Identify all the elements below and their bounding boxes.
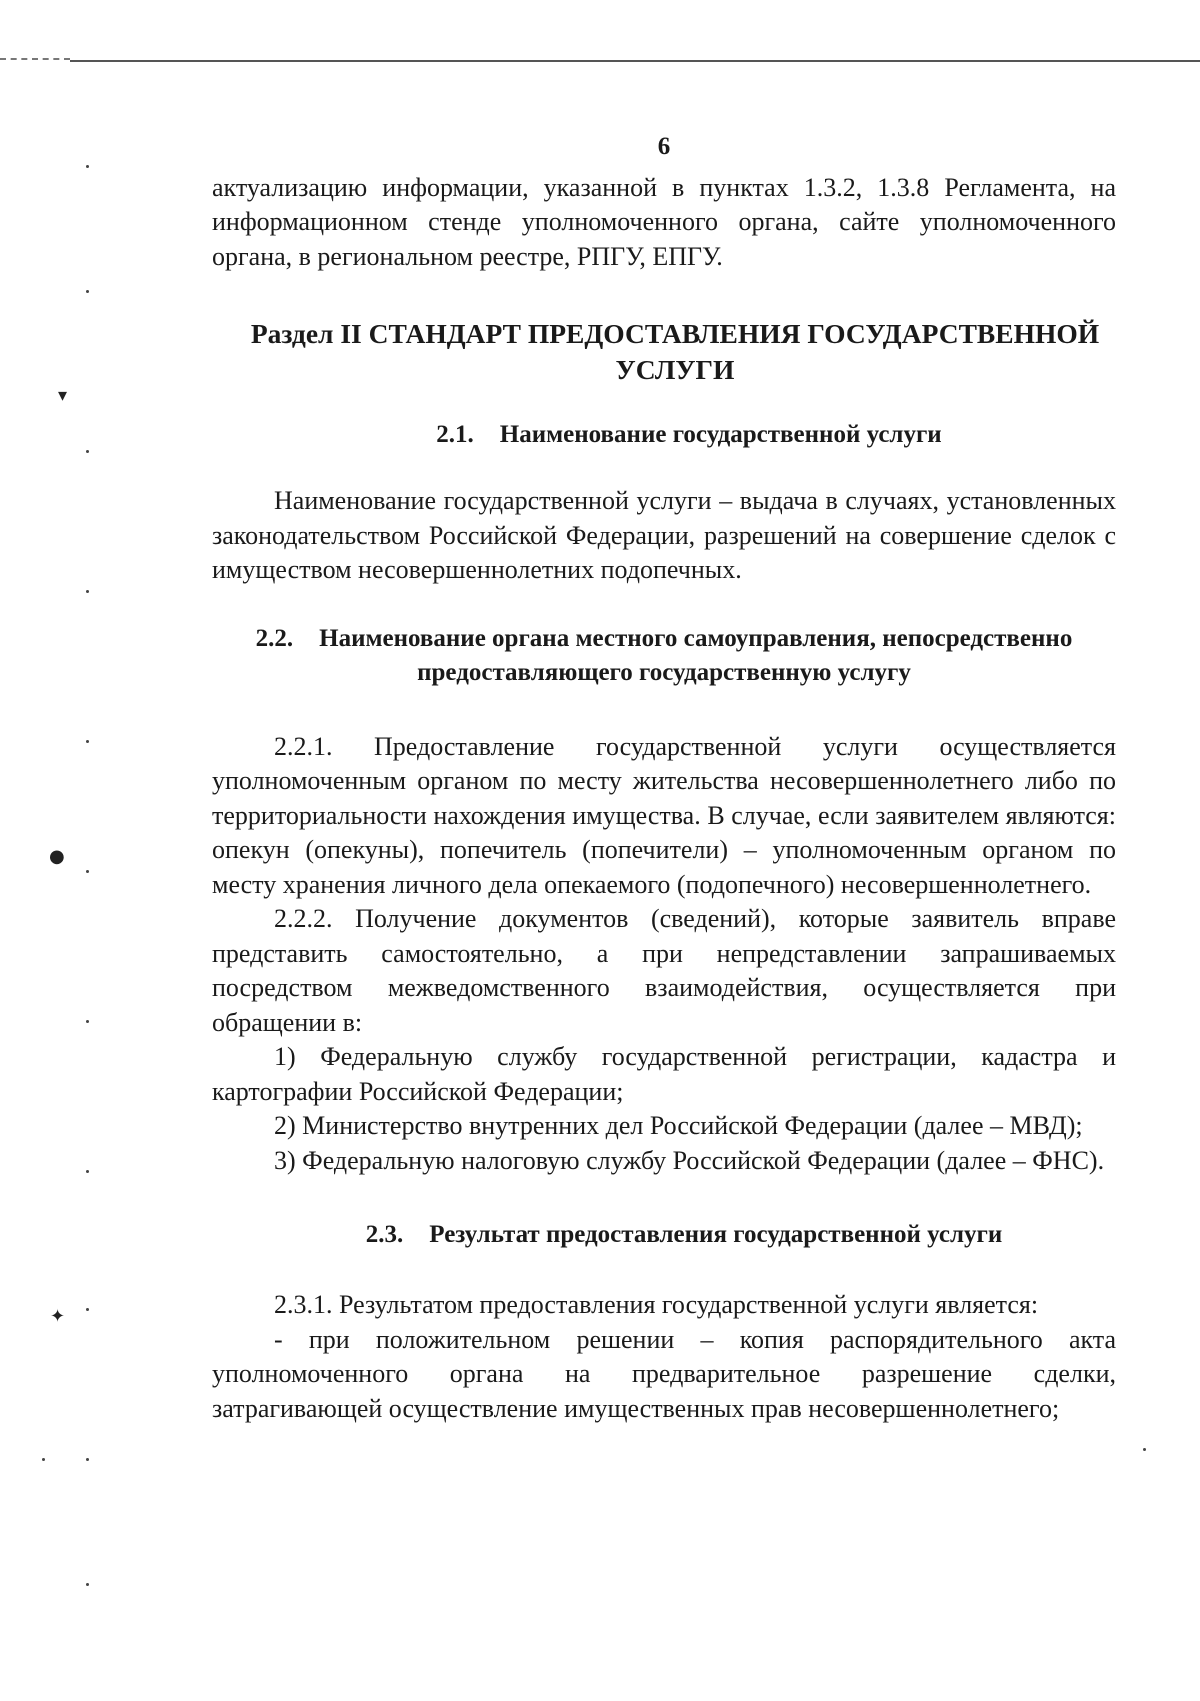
scan-speck [86, 1308, 89, 1311]
scan-blot: ✦ [50, 1306, 66, 1327]
scan-top-border [70, 60, 1200, 62]
subsection-title-line1 [212, 622, 1116, 656]
subsection-2-1-heading [212, 418, 1116, 452]
scan-blot: ▾ [58, 385, 68, 406]
subsection-2-2-heading [212, 622, 1116, 690]
result-bullet-1: - при положительном решении – копия распорядительного акта уполномоченного органа на предварительное разрешение сделки, затрагивающей осуществление имущественных прав несовершеннолетнего; [212, 1324, 1116, 1423]
subsection-title: Результат предоставления государственной услуги [429, 1221, 1003, 1248]
section-title [212, 316, 1116, 388]
section-title-line1: Раздел II СТАНДАРТ ПРЕДОСТАВЛЕНИЯ ГОСУДАРСТВЕННОЙ [250, 318, 1100, 349]
section-title-line2: УСЛУГИ [615, 354, 735, 385]
list-item-3: 3) Федеральную налоговую службу Российской Федерации (далее – ФНС). [274, 1145, 1105, 1175]
scan-speck [86, 165, 89, 168]
scan-speck [86, 1458, 89, 1461]
scan-speck [86, 1020, 89, 1023]
scan-speck [86, 450, 89, 453]
intro-paragraph: актуализацию информации, указанной в пунктах 1.3.2, 1.3.8 Регламента, на информационном стенде уполномоченного органа, сайте уполномоченного органа, в региональном реестре, РПГУ, ЕПГУ. [212, 172, 1116, 271]
list-item-2: 2) Министерство внутренних дел Российской Федерации (далее – МВД); [274, 1111, 1083, 1140]
subsection-2-3-heading [212, 1218, 1116, 1252]
scan-speck [86, 740, 89, 743]
document-page [212, 130, 1116, 1426]
scan-edge-dashes [0, 58, 70, 60]
subsection-title-text: Наименование органа местного самоуправления, непосредственно [319, 624, 1073, 652]
paragraph-2-3-1: 2.3.1. Результатом предоставления государственной услуги является: [274, 1290, 1039, 1319]
subsection-number: 2.2. [255, 624, 294, 652]
scan-speck [86, 290, 89, 293]
subsection-title-line2: предоставляющего государственную услугу [417, 658, 911, 686]
subsection-title: Наименование государственной услуги [499, 421, 942, 448]
page-number: 6 [657, 133, 671, 160]
scan-speck [86, 870, 89, 873]
paragraph-2-2-2: 2.2.2. Получение документов (сведений), которые заявитель вправе представить самостоятельно, а при непредставлении запрашиваемых посредством межведомственного взаимодействия, осуществляется при обращении в: [212, 904, 1116, 1037]
scan-blot: ● [49, 846, 65, 867]
paragraph-2-2-1: 2.2.1. Предоставление государственной услуги осуществляется уполномоченным органом по месту жительства несовершеннолетнего либо по территориальности нахождения имущества. В случае, если заявителем являются: опекун (опекуны), попечитель (попечители) – уполномоченным органом по месту хранения личного дела опекаемого (подопечного) несовершеннолетнего. [212, 731, 1116, 899]
scan-speck [1143, 1448, 1146, 1451]
subsection-number: 2.1. [436, 421, 474, 448]
service-name-paragraph: Наименование государственной услуги – выдача в случаях, установленных законодательством Российской Федерации, разрешений на совершение сделок с имуществом несовершеннолетних подопечных. [212, 486, 1116, 584]
scan-speck [42, 1458, 45, 1461]
scan-speck [86, 1170, 89, 1173]
scan-speck [86, 1583, 89, 1586]
scan-speck [86, 590, 89, 593]
subsection-number: 2.3. [365, 1221, 404, 1248]
list-item-1: 1) Федеральную службу государственной регистрации, кадастра и картографии Российской Федерации; [212, 1042, 1116, 1106]
